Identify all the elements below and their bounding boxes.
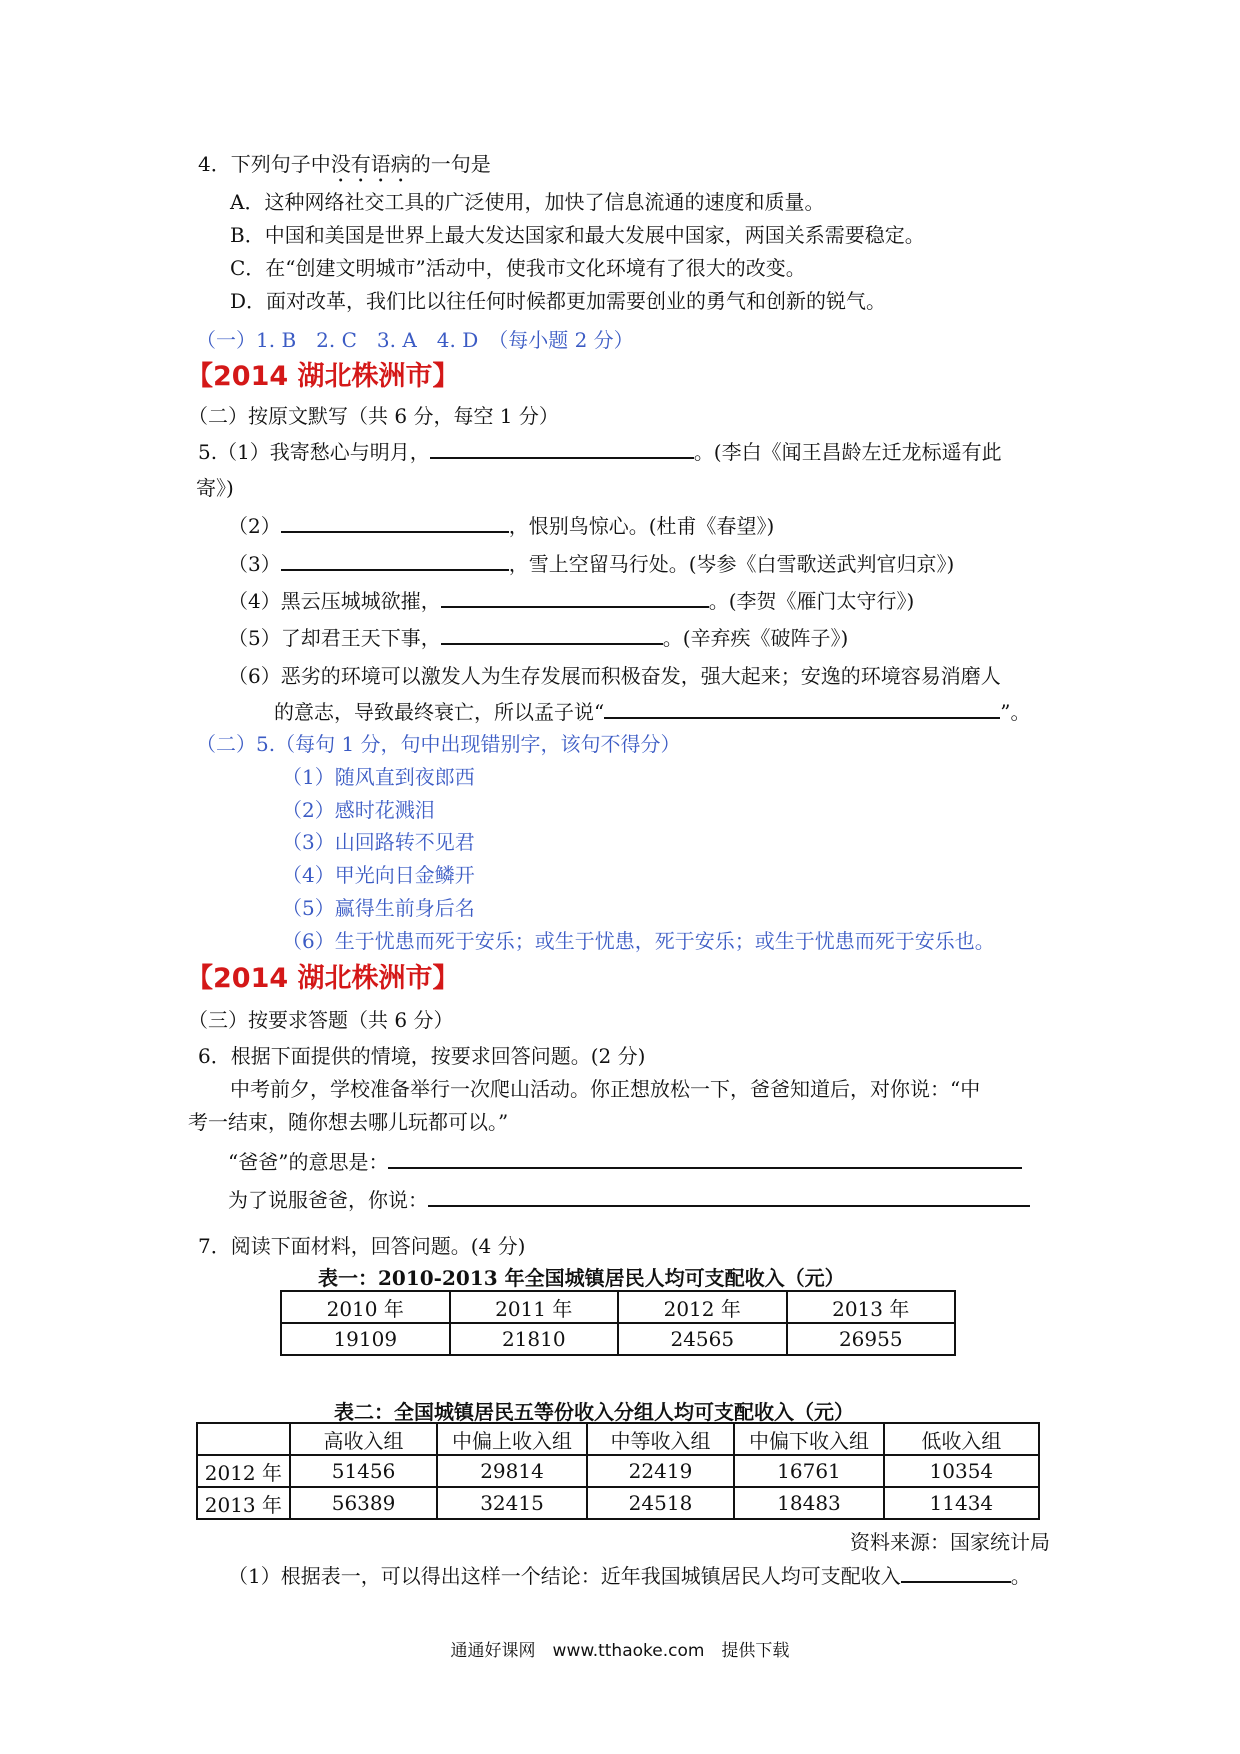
- q7-1-line: [228, 1562, 1031, 1590]
- q5-1-line: [198, 438, 1002, 466]
- q4-option-d: D．面对改革，我们比以往任何时候都更加需要创业的勇气和创新的锐气。: [230, 289, 887, 313]
- section2-answer-6: （6）生于忧患而死于安乐；或生于忧患，死于安乐；或生于忧患而死于安乐也。: [282, 929, 995, 953]
- q5-2-prefix: （2）: [228, 514, 281, 538]
- q5-1-blank[interactable]: [430, 439, 694, 459]
- table2-cell: 10354: [884, 1455, 1039, 1487]
- section2-title: （二）按原文默写（共 6 分，每空 1 分）: [188, 404, 559, 428]
- q5-1-suffix: 。(李白《闻王昌龄左迁龙标遥有此: [693, 440, 1002, 464]
- q6-scenario-line1: 中考前夕，学校准备举行一次爬山活动。你正想放松一下，爸爸知道后，对你说：“中: [230, 1077, 981, 1101]
- section2-answer-4: （4）甲光向日金鳞开: [282, 863, 475, 887]
- q7-1-blank[interactable]: [901, 1563, 1011, 1583]
- q5-3-blank[interactable]: [281, 551, 509, 571]
- table2-header-row: [197, 1423, 1039, 1455]
- q5-5-line: [228, 624, 848, 652]
- section2-answer-3: （3）山回路转不见君: [282, 830, 475, 854]
- q5-5-prefix: （5）了却君王天下事，: [228, 626, 441, 650]
- q5-1-prefix: 5.（1）我寄愁心与明月，: [198, 440, 430, 464]
- table2-cell: 29814: [437, 1455, 586, 1487]
- q5-6-line1: （6）恶劣的环境可以激发人为生存发展而积极奋发，强大起来；安逸的环境容易消磨人: [228, 664, 1001, 688]
- table2-header-cell: 高收入组: [290, 1423, 438, 1455]
- table2-cell: 16761: [734, 1455, 883, 1487]
- section2-answer-5: （5）赢得生前身后名: [282, 896, 475, 920]
- table2-header-cell: [197, 1423, 290, 1455]
- table1-caption: 表一：2010-2013 年全国城镇居民人均可支配收入（元）: [318, 1266, 845, 1290]
- table1-header-cell: 2011 年: [450, 1291, 619, 1323]
- q5-5-blank[interactable]: [441, 625, 663, 645]
- q6-ask2-blank[interactable]: [428, 1187, 1030, 1207]
- q6-ask2-line: [228, 1186, 1030, 1214]
- table2-row-2012: [197, 1455, 1039, 1487]
- q6-ask1-line: [228, 1148, 1022, 1176]
- table2-cell: 24518: [587, 1487, 735, 1519]
- q6-ask1-label: “爸爸”的意思是：: [228, 1150, 389, 1174]
- section3-title: （三）按要求答题（共 6 分）: [188, 1008, 454, 1032]
- table2-row-label: 2013 年: [197, 1487, 290, 1519]
- table1-value-row: [281, 1323, 955, 1355]
- q4-option-b: B．中国和美国是世界上最大发达国家和最大发展中国家，两国关系需要稳定。: [230, 223, 925, 247]
- table1-header-cell: 2010 年: [281, 1291, 450, 1323]
- table2-header-cell: 中偏上收入组: [437, 1423, 586, 1455]
- q4-stem-part1: 4．下列句子中: [198, 152, 331, 176]
- table2-header-cell: 中偏下收入组: [734, 1423, 883, 1455]
- q5-2-blank[interactable]: [281, 513, 509, 533]
- q5-6-line2: [274, 698, 1030, 726]
- table1-header-row: [281, 1291, 955, 1323]
- table2-cell: 22419: [587, 1455, 735, 1487]
- q5-4-line: [228, 587, 914, 615]
- q5-6-blank[interactable]: [604, 699, 1000, 719]
- table1-header-cell: 2012 年: [618, 1291, 787, 1323]
- q4-stem-emphasis: 没有语病: [330, 152, 411, 176]
- section-heading-1: 【2014 湖北株洲市】: [186, 361, 460, 392]
- table2-header-cell: 中等收入组: [587, 1423, 735, 1455]
- table2-cell: 18483: [734, 1487, 883, 1519]
- table1-value-cell: 19109: [281, 1323, 450, 1355]
- q6-ask2-label: 为了说服爸爸，你说：: [228, 1188, 428, 1212]
- table2-cell: 56389: [290, 1487, 438, 1519]
- income-table-2: [196, 1422, 1040, 1520]
- table2-cell: 11434: [884, 1487, 1039, 1519]
- table1-value-cell: 24565: [618, 1323, 787, 1355]
- table2-header-cell: 低收入组: [884, 1423, 1039, 1455]
- table2-cell: 51456: [290, 1455, 438, 1487]
- income-table-1: [280, 1290, 956, 1356]
- table1-value-cell: 26955: [787, 1323, 956, 1355]
- q5-2-line: [228, 512, 774, 540]
- q5-2-suffix: ，恨别鸟惊心。(杜甫《春望》): [508, 514, 775, 538]
- q5-3-line: [228, 550, 954, 578]
- q7-1-suffix: 。: [1010, 1564, 1031, 1588]
- section2-answer-title: （二）5.（每句 1 分，句中出现错别字，该句不得分）: [196, 732, 681, 756]
- table2-caption: 表二：全国城镇居民五等份收入分组人均可支配收入（元）: [334, 1400, 854, 1424]
- q6-ask1-blank[interactable]: [388, 1149, 1022, 1169]
- q5-3-suffix: ，雪上空留马行处。(岑参《白雪歌送武判官归京》): [508, 552, 955, 576]
- table2-row-2013: [197, 1487, 1039, 1519]
- table2-cell: 32415: [437, 1487, 586, 1519]
- data-source: 资料来源：国家统计局: [850, 1530, 1050, 1554]
- table1-value-cell: 21810: [450, 1323, 619, 1355]
- q4-option-c: C．在“创建文明城市”活动中，使我市文化环境有了很大的改变。: [230, 256, 806, 280]
- q5-5-suffix: 。(辛弃疾《破阵子》): [662, 626, 849, 650]
- q5-6-prefix: 的意志，导致最终衰亡，所以孟子说“: [274, 700, 605, 724]
- q4-stem: [198, 150, 491, 187]
- q5-6-suffix: ”。: [1000, 700, 1031, 724]
- section2-answer-1: （1）随风直到夜郎西: [282, 765, 475, 789]
- section2-answer-2: （2）感时花溅泪: [282, 798, 435, 822]
- q5-4-prefix: （4）黑云压城城欲摧，: [228, 589, 441, 613]
- section-heading-2: 【2014 湖北株洲市】: [186, 963, 460, 994]
- q4-option-a: A．这种网络社交工具的广泛使用，加快了信息流通的速度和质量。: [230, 190, 825, 214]
- page-footer: 通通好课网 www.tthaoke.com 提供下载: [450, 1641, 790, 1661]
- q6-scenario-line2: 考一结束，随你想去哪儿玩都可以。”: [188, 1110, 509, 1134]
- q5-4-suffix: 。(李贺《雁门太守行》): [708, 589, 915, 613]
- table2-row-label: 2012 年: [197, 1455, 290, 1487]
- q4-answer: （一）1. B 2. C 3. A 4. D （每小题 2 分）: [196, 328, 634, 352]
- q6-stem: 6．根据下面提供的情境，按要求回答问题。(2 分): [198, 1044, 646, 1068]
- q5-4-blank[interactable]: [441, 588, 709, 608]
- q4-stem-part2: 的一句是: [410, 152, 491, 176]
- q5-1-continuation: 寄》): [196, 476, 234, 500]
- q7-1-prefix: （1）根据表一，可以得出这样一个结论：近年我国城镇居民人均可支配收入: [228, 1564, 901, 1588]
- q7-stem: 7．阅读下面材料，回答问题。(4 分): [198, 1234, 526, 1258]
- q5-3-prefix: （3）: [228, 552, 281, 576]
- table1-header-cell: 2013 年: [787, 1291, 956, 1323]
